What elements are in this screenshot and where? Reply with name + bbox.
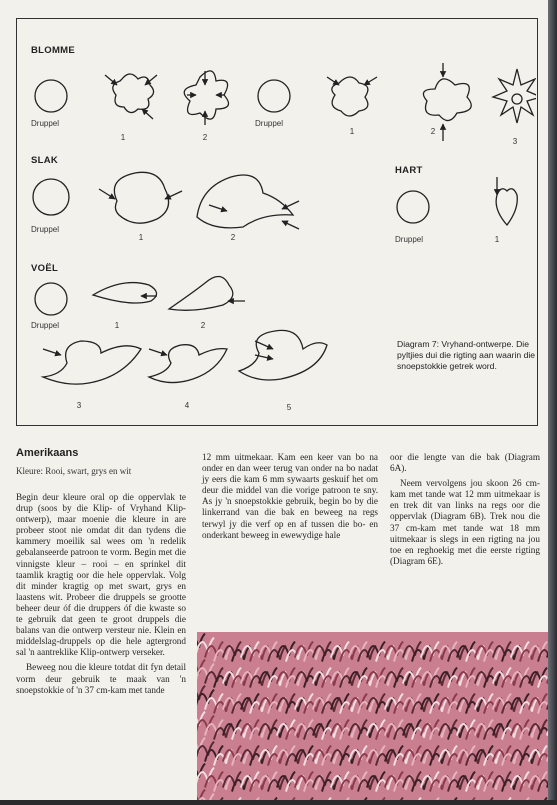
slak-label-2: 2 [230,233,236,242]
hart-label-droplet: Druppel [395,235,424,244]
slak-shape-1 [114,172,168,223]
blomme-label-2b: 2 [430,127,436,136]
blomme-shape-1b [332,77,368,116]
text-column-2 [202,452,378,545]
slak-label-droplet: Druppel [31,225,60,234]
paragraph: Begin deur kleure oral op die oppervlak te drup (soos by die Klip- of Vryhand Klip-ontwerp), maar moenie die kleure in are probeer stoot nie omdat dit dan tydens die kammery moeilik sal wees om 'n redelik gebalanseerde patroon te vorm. Begin met die vinnigste kleur – rooi – en sprinkel dit taamlik kragtig oor die hele oppervlak. Volg dit minder kragtig op met swart, grys en laastens wit. Probeer die druppels se grootte beheer deur óf die druppers óf die kwaste so te gebruik dat geen te groot druppels die balans van die ontwerp versteur nie. Klein en middelslag-druppels op die hele agtergrond sal 'n aantreklike Klip-ontwerp verseker. [16,492,186,658]
text-column-3 [390,452,540,571]
paragraph: 12 mm uitmekaar. Kam een keer van bo na onder en dan weer terug van onder na bo nadat jy eers die kam 6 mm sywaarts geskuif het om deur die middel van die vorige patroon te sny. As jy 'n snoepstokkie gebruik, begin bo by die linkerrand van die bak en beweeg na regs terwyl jy die verf op en af tussen die bo- en onderkant beweeg in ewewydige hale [202,452,378,540]
hart-shape-1 [496,189,517,225]
book-spine-edge [548,0,557,800]
blomme-shape-3 [493,69,536,123]
slak-shape-2 [197,175,293,228]
paragraph: Neem vervolgens jou skoon 26 cm-kam met tande wat 12 mm uitmekaar is en trek dit van links na regs oor die oppervlak (Diagram 6B). Trek nou die 37 cm-kam met tande wat 18 mm uitmekaar is slegs in een rigting na jou toe en reghoekig met die eerste rigting (Diagram 6E). [390,478,540,566]
blomme-droplet-shape [35,80,67,112]
diagram-caption: Diagram 7: Vryhand-ontwerpe. Die pyltjies dui die rigting aan waarin die snoepstokkie getrek word. [397,339,536,371]
blomme-label-1b: 1 [349,127,355,136]
colours-line: Kleure: Rooi, swart, grys en wit [16,466,132,476]
text-column-1 [16,492,186,700]
blomme-label-2: 2 [202,133,208,142]
hart-heading: HART [395,165,423,176]
paragraph: oor die lengte van die bak (Diagram 6A). [390,452,540,474]
blomme-heading: BLOMME [31,45,76,56]
voel-label-4: 4 [184,401,190,410]
slak-heading: SLAK [31,155,59,166]
voel-label-1: 1 [114,321,120,330]
voel-shape-2 [169,276,233,310]
voel-shape-4 [149,345,227,383]
paragraph: Beweeg nou die kleure totdat dit fyn detail vorm deur gebruik te maak van 'n snoepstokkie of 'n 37 cm-kam met tande [16,662,186,695]
voel-label-3: 3 [76,401,82,410]
voel-shape-3 [43,341,141,384]
voel-shape-5 [239,330,327,380]
blomme-shape-2b [423,79,471,121]
voel-label-droplet: Druppel [31,321,60,330]
marble-pattern [197,632,548,800]
slak-droplet-shape [33,179,69,215]
blomme-label-droplet-2: Druppel [255,119,284,128]
blomme-label-3: 3 [512,137,518,146]
slak-label-1: 1 [138,233,144,242]
diagram-7-panel [16,18,538,426]
voel-label-5: 5 [286,403,292,412]
blomme-label-droplet: Druppel [31,119,60,128]
blomme-label-1: 1 [120,133,126,142]
voel-shape-1 [93,283,157,303]
section-title: Amerikaans [16,447,79,459]
voel-heading: VOËL [31,263,59,274]
marbled-paper-photo [197,632,548,800]
blomme-droplet-shape-2 [258,80,290,112]
hart-droplet-shape [397,191,429,223]
hart-label-1: 1 [494,235,500,244]
blomme-shape-1 [113,74,154,113]
voel-label-2: 2 [200,321,206,330]
voel-droplet-shape [35,283,67,315]
